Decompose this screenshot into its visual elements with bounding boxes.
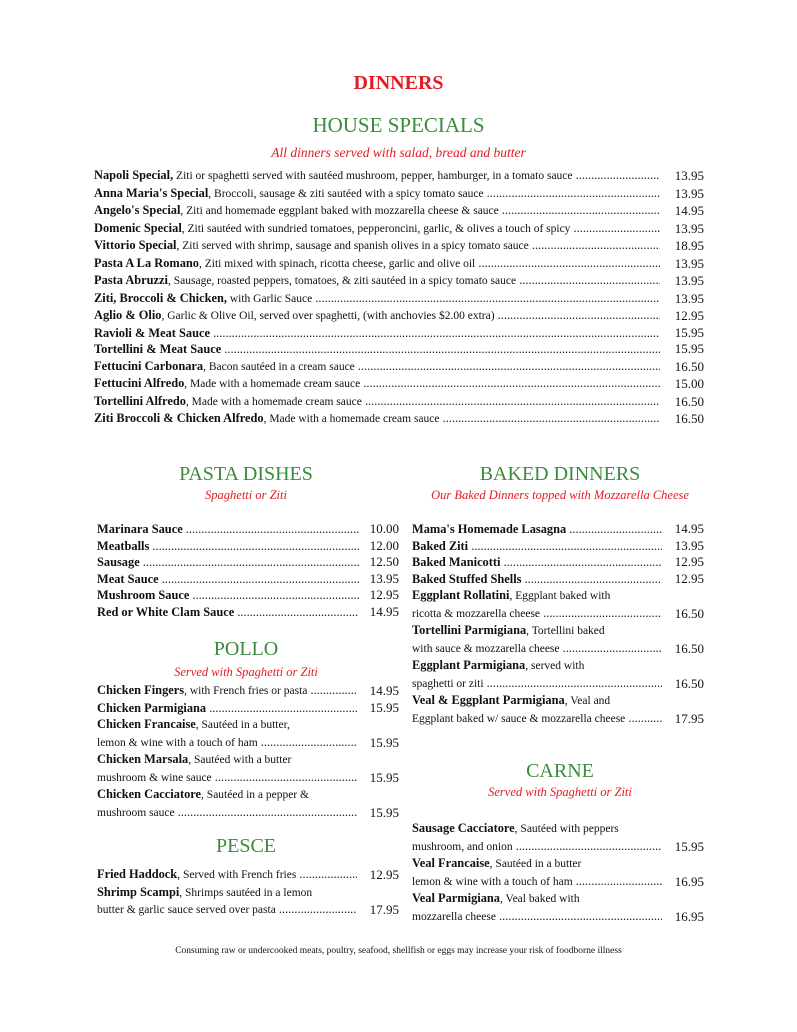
pasta-list xyxy=(97,521,399,620)
menu-item-price: 13.95 xyxy=(674,273,704,288)
menu-item-text xyxy=(97,521,359,538)
menu-item-line1 xyxy=(412,820,662,838)
menu-item-text xyxy=(94,290,660,308)
baked-subtitle: Our Baked Dinners topped with Mozzarella Cheese xyxy=(431,488,689,502)
menu-item-desc-line2: with sauce & mozzarella cheese xyxy=(412,642,560,655)
menu-item-name: Chicken Marsala xyxy=(97,752,189,766)
menu-item-name: Pasta Abruzzi xyxy=(94,273,168,287)
menu-item-desc-line2: butter & garlic sauce served over pasta xyxy=(97,904,276,916)
menu-item-price: 18.95 xyxy=(674,238,704,253)
menu-item-text xyxy=(412,710,662,728)
menu-item-name: Domenic Special xyxy=(94,220,182,235)
menu-item xyxy=(412,657,704,692)
menu-item-price: 14.95 xyxy=(674,521,704,536)
menu-item-name: Ziti, Broccoli & Chicken, xyxy=(94,290,227,305)
menu-item-price: 13.95 xyxy=(369,570,399,586)
menu-item xyxy=(412,622,704,657)
menu-item xyxy=(94,393,704,411)
menu-item-name: Napoli Special, xyxy=(94,168,174,182)
menu-item-text xyxy=(94,255,660,273)
menu-item-text xyxy=(94,307,660,325)
menu-item-text xyxy=(97,587,359,604)
menu-item xyxy=(97,682,399,700)
menu-item-price: 15.95 xyxy=(674,341,704,356)
menu-item xyxy=(94,358,704,376)
menu-item-desc-line2: mushroom, and onion xyxy=(412,840,513,853)
menu-item xyxy=(97,716,399,751)
menu-item-price: 16.50 xyxy=(674,393,704,409)
menu-item-name: Chicken Parmigiana xyxy=(97,700,207,715)
menu-item-desc: , Sausage, roasted peppers, tomatoes, & ziti sautéed in a spicy tomato sauce xyxy=(168,275,517,287)
menu-item-text xyxy=(97,804,357,822)
menu-item-text xyxy=(94,325,660,342)
menu-item-desc-line2: mozzarella cheese xyxy=(412,910,496,923)
menu-item-text xyxy=(412,554,662,571)
menu-item xyxy=(412,521,704,538)
menu-item-price: 17.95 xyxy=(369,902,399,917)
menu-item-line1 xyxy=(412,855,662,873)
menu-item-desc: , Sautéed in a pepper & xyxy=(201,789,309,801)
menu-item xyxy=(94,375,704,393)
menu-item-name: Angelo's Special xyxy=(94,203,181,217)
menu-item-price: 16.95 xyxy=(674,908,704,924)
menu-item-price: 12.95 xyxy=(369,587,399,602)
menu-item-price: 15.95 xyxy=(369,699,399,715)
menu-item-price: 14.95 xyxy=(369,603,399,619)
menu-item xyxy=(412,538,704,555)
menu-item-text xyxy=(97,700,357,717)
menu-item xyxy=(97,786,399,821)
menu-item-desc: with Garlic Sauce xyxy=(226,292,313,305)
menu-item-name: Fried Haddock xyxy=(97,867,178,881)
menu-item-text xyxy=(94,167,660,185)
menu-item-price: 16.50 xyxy=(674,358,704,374)
menu-item-text xyxy=(412,908,662,926)
pesce-title: PESCE xyxy=(215,835,277,857)
menu-item-price: 15.00 xyxy=(674,376,704,391)
menu-item xyxy=(94,410,704,428)
menu-item-price: 14.95 xyxy=(674,203,704,218)
menu-item xyxy=(412,571,704,588)
menu-item-line1 xyxy=(412,587,662,605)
menu-item xyxy=(97,554,399,571)
menu-item-text xyxy=(97,901,357,919)
page-title: DINNERS xyxy=(353,72,444,94)
menu-item-desc: , Served with French fries xyxy=(177,869,297,881)
menu-item xyxy=(97,587,399,604)
menu-item-price: 16.50 xyxy=(674,605,704,621)
menu-item-desc: , Made with a homemade cream sauce xyxy=(263,413,440,425)
menu-item-desc: , Sautéed in a butter xyxy=(489,858,582,870)
menu-item-desc: , Sautéed with a butter xyxy=(188,754,292,766)
menu-item-desc: , Bacon sautéed in a cream sauce xyxy=(203,360,355,373)
pesce-list xyxy=(97,866,399,919)
menu-item-desc: , Eggplant baked with xyxy=(509,590,611,602)
menu-item-desc: , Ziti and homemade eggplant baked with mozzarella cheese & sauce xyxy=(180,205,499,217)
house-specials-subtitle: All dinners served with salad, bread and butter xyxy=(271,145,526,160)
menu-item-desc: , Garlic & Olive Oil, served over spaghetti, (with anchovies $2.00 extra) xyxy=(161,310,495,322)
menu-item-name: Baked Ziti xyxy=(412,538,469,553)
menu-item-text xyxy=(94,393,660,411)
footer-disclaimer: Consuming raw or undercooked meats, poultry, seafood, shellfish or eggs may increase your risk of foodborne illness xyxy=(175,946,622,956)
menu-item-line1 xyxy=(412,692,662,710)
menu-item-price: 13.95 xyxy=(674,168,704,183)
menu-item xyxy=(97,604,399,621)
menu-item-text xyxy=(94,410,660,428)
menu-item-desc: , Veal and xyxy=(564,695,611,707)
menu-item xyxy=(94,255,704,273)
menu-item xyxy=(94,220,704,238)
menu-item-price: 15.95 xyxy=(369,769,399,785)
menu-item-name: Mushroom Sauce xyxy=(97,588,190,602)
menu-item-desc: , Sautéed in a butter, xyxy=(195,719,290,731)
menu-item-price: 10.00 xyxy=(369,521,399,536)
menu-item xyxy=(412,587,704,622)
menu-item-line1 xyxy=(412,622,662,640)
menu-item-desc: , Ziti mixed with spinach, ricotta cheese, garlic and olive oil xyxy=(199,257,476,270)
menu-item xyxy=(94,237,704,255)
menu-item-text xyxy=(412,838,662,856)
menu-item-text xyxy=(412,605,662,623)
menu-item xyxy=(412,890,704,925)
menu-item-price: 12.95 xyxy=(674,308,704,323)
menu-item-text xyxy=(412,521,662,538)
menu-item-name: Sausage Cacciatore xyxy=(412,821,515,835)
menu-item-name: Chicken Francaise xyxy=(97,717,196,731)
menu-item-text xyxy=(97,571,359,588)
menu-item-price: 15.95 xyxy=(674,324,704,340)
menu-item-text xyxy=(97,734,357,752)
menu-item-price: 17.95 xyxy=(674,710,704,726)
menu-item xyxy=(94,307,704,325)
menu-item xyxy=(97,571,399,588)
menu-item-name: Anna Maria's Special xyxy=(94,185,209,200)
menu-item-name: Chicken Fingers xyxy=(97,683,185,697)
menu-item-price: 13.95 xyxy=(674,255,704,271)
menu-item-desc-line2: lemon & wine with a touch of ham xyxy=(412,875,573,888)
menu-item xyxy=(94,167,704,185)
menu-item-price: 12.00 xyxy=(369,537,399,553)
menu-item-price: 14.95 xyxy=(369,683,399,698)
menu-item-name: Fettucini Carbonara xyxy=(94,358,204,373)
menu-item-line1 xyxy=(412,657,662,675)
menu-item-desc: , Broccoli, sausage & ziti sautéed with a spicy tomato sauce xyxy=(208,187,484,200)
menu-item-desc: , Made with a homemade cream sauce xyxy=(185,395,362,408)
menu-item-price: 13.95 xyxy=(674,290,704,306)
menu-item-desc: , Made with a homemade cream sauce xyxy=(184,378,361,390)
menu-item xyxy=(97,521,399,538)
menu-item-text xyxy=(94,237,660,255)
menu-item-text xyxy=(94,202,660,220)
menu-item-name: Marinara Sauce xyxy=(97,522,183,536)
menu-item-text xyxy=(97,604,359,621)
menu-item xyxy=(97,700,399,717)
menu-item-text xyxy=(412,873,662,891)
menu-item-name: Veal Francaise xyxy=(412,856,490,870)
menu-item-price: 16.50 xyxy=(674,411,704,426)
menu-item-price: 12.50 xyxy=(369,554,399,569)
menu-item-desc: , Ziti sautéed with sundried tomatoes, pepperoncini, garlic, & olives a touch of spicy xyxy=(181,222,571,235)
carne-title: CARNE xyxy=(526,760,594,782)
menu-item-name: Veal Parmigiana xyxy=(412,891,500,905)
menu-item xyxy=(94,185,704,203)
menu-item xyxy=(94,325,704,342)
menu-item-desc-line2: spaghetti or ziti xyxy=(412,677,484,690)
menu-item-price: 15.95 xyxy=(369,734,399,750)
menu-item-text xyxy=(94,272,660,290)
menu-item-price: 15.95 xyxy=(369,804,399,820)
menu-item-desc: , Ziti served with shrimp, sausage and spanish olives in a spicy tomato sauce xyxy=(176,240,529,252)
menu-item xyxy=(94,290,704,308)
menu-item-name: Chicken Cacciatore xyxy=(97,787,202,801)
menu-item-text xyxy=(412,571,662,588)
menu-item xyxy=(97,884,399,919)
menu-item-name: Ziti Broccoli & Chicken Alfredo xyxy=(94,411,264,425)
menu-item xyxy=(97,538,399,555)
menu-item-text xyxy=(412,640,662,658)
menu-item-price: 12.95 xyxy=(674,554,704,569)
pollo-title: POLLO xyxy=(213,638,279,660)
menu-item-desc: Ziti or spaghetti served with sautéed mushroom, pepper, hamburger, in a tomato sauce xyxy=(173,170,573,182)
menu-item-line1 xyxy=(97,716,357,734)
menu-item-name: Red or White Clam Sauce xyxy=(97,604,235,619)
menu-item-name: Eggplant Parmigiana xyxy=(412,658,526,672)
menu-item-price: 15.95 xyxy=(674,838,704,854)
house-specials-list xyxy=(94,167,704,428)
menu-item-price: 13.95 xyxy=(674,185,704,201)
menu-item-price: 16.95 xyxy=(674,873,704,889)
menu-item-desc-line2: mushroom sauce xyxy=(97,806,175,819)
menu-item-text xyxy=(97,769,357,787)
menu-item-name: Veal & Eggplant Parmigiana xyxy=(412,693,565,707)
menu-item-price: 13.95 xyxy=(674,537,704,553)
menu-item-text xyxy=(412,538,662,555)
menu-item-price: 16.50 xyxy=(674,675,704,691)
menu-item xyxy=(412,855,704,890)
carne-list xyxy=(412,820,704,925)
menu-item-text xyxy=(94,375,660,393)
baked-title: BAKED DINNERS xyxy=(479,463,641,485)
menu-item-text xyxy=(94,358,660,376)
menu-item-price: 16.50 xyxy=(674,640,704,656)
menu-item-text xyxy=(94,185,660,203)
menu-item-line1 xyxy=(97,751,357,769)
menu-item xyxy=(97,866,399,884)
menu-item-name: Pasta A La Romano xyxy=(94,255,199,270)
menu-item-name: Mama's Homemade Lasagna xyxy=(412,522,567,536)
menu-item-line1 xyxy=(97,786,357,804)
menu-item-text xyxy=(94,341,660,358)
menu-item xyxy=(94,272,704,290)
pasta-title: PASTA DISHES xyxy=(179,463,313,485)
baked-list xyxy=(412,521,704,727)
menu-item xyxy=(94,341,704,358)
menu-item-name: Tortellini Alfredo xyxy=(94,393,186,408)
menu-item-text xyxy=(97,682,357,700)
menu-item-name: Fettucini Alfredo xyxy=(94,376,185,390)
menu-item-desc: , with French fries or pasta xyxy=(184,685,308,697)
pasta-subtitle: Spaghetti or Ziti xyxy=(205,488,287,502)
pollo-subtitle: Served with Spaghetti or Ziti xyxy=(174,665,318,679)
menu-item-line1 xyxy=(412,890,662,908)
menu-item xyxy=(412,820,704,855)
menu-item-desc: , Veal baked with xyxy=(500,893,580,905)
menu-item-name: Eggplant Rollatini xyxy=(412,588,510,602)
menu-item-name: Tortellini & Meat Sauce xyxy=(94,342,222,356)
menu-item-price: 13.95 xyxy=(674,220,704,236)
menu-item-text xyxy=(97,866,357,884)
menu-item-desc-line2: Eggplant baked w/ sauce & mozzarella cheese xyxy=(412,712,626,725)
menu-item xyxy=(412,554,704,571)
menu-item-text xyxy=(94,220,660,238)
menu-item-price: 12.95 xyxy=(674,570,704,586)
menu-item-desc-line2: mushroom & wine sauce xyxy=(97,771,212,784)
menu-item-desc-line2: ricotta & mozzarella cheese xyxy=(412,607,541,620)
house-specials-title: HOUSE SPECIALS xyxy=(312,113,485,137)
menu-item-name: Shrimp Scampi xyxy=(97,884,180,899)
menu-item-text xyxy=(97,554,359,571)
menu-item-name: Sausage xyxy=(97,555,140,569)
menu-item-text xyxy=(97,538,359,555)
menu-item-desc: , Sautéed with peppers xyxy=(514,823,619,835)
pollo-list xyxy=(97,682,399,821)
menu-item-name: Ravioli & Meat Sauce xyxy=(94,325,210,340)
menu-item-desc: , Shrimps sautéed in a lemon xyxy=(179,886,313,899)
menu-item-name: Baked Stuffed Shells xyxy=(412,571,522,586)
menu-item-desc: , served with xyxy=(525,660,585,672)
carne-subtitle: Served with Spaghetti or Ziti xyxy=(488,785,632,799)
menu-item-price: 12.95 xyxy=(369,867,399,882)
menu-item-desc: , Tortellini baked xyxy=(526,625,605,637)
menu-item xyxy=(97,751,399,786)
menu-item xyxy=(412,692,704,727)
menu-item-text xyxy=(412,675,662,693)
menu-item-name: Vittorio Special xyxy=(94,238,177,252)
menu-item-line1 xyxy=(97,884,357,902)
menu-item-name: Meat Sauce xyxy=(97,571,159,586)
menu-item-name: Baked Manicotti xyxy=(412,555,501,569)
menu-item xyxy=(94,202,704,220)
menu-item-name: Tortellini Parmigiana xyxy=(412,623,527,637)
menu-item-desc-line2: lemon & wine with a touch of ham xyxy=(97,736,258,749)
menu-item-name: Meatballs xyxy=(97,538,150,553)
menu-item-name: Aglio & Olio xyxy=(94,308,162,322)
